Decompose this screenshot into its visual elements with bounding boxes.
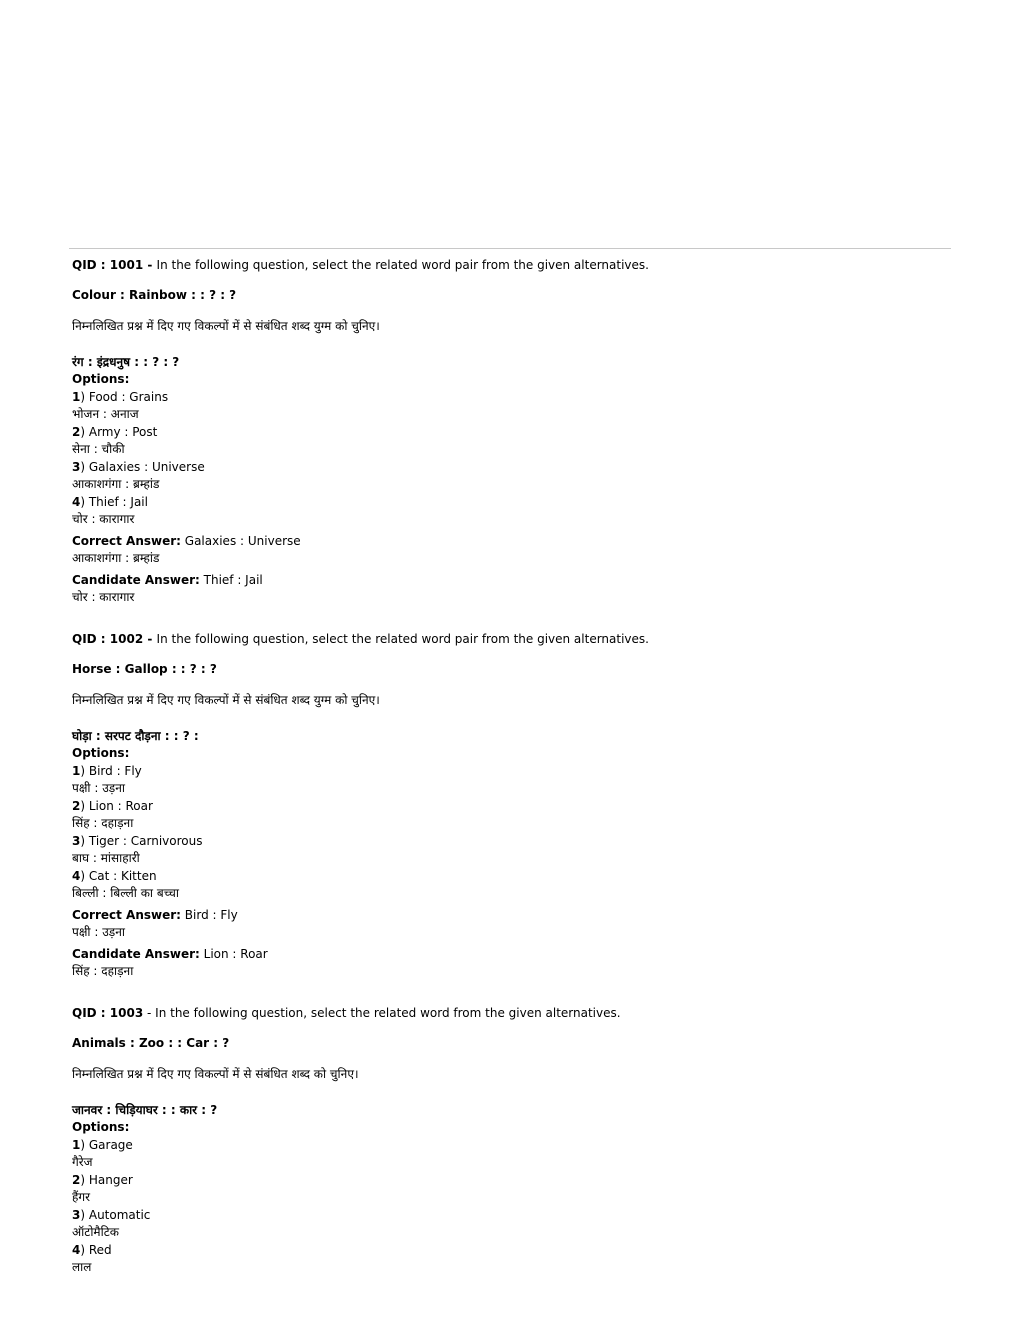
candidate-answer-value: Lion : Roar bbox=[199, 946, 268, 961]
option-en bbox=[72, 1137, 942, 1155]
question-header bbox=[72, 631, 942, 649]
option-number: 2 bbox=[72, 798, 81, 813]
question-prompt-hi: जानवर : चिड़ियाघर : : कार : ? bbox=[72, 1102, 218, 1117]
option-hi: सेना : चौकी bbox=[72, 442, 125, 456]
correct-answer-hi: पक्षी : उड़ना bbox=[72, 925, 125, 939]
option-text: ) Cat : Kitten bbox=[80, 868, 157, 883]
question-prompt-en: Horse : Gallop : : ? : ? bbox=[72, 661, 217, 676]
option-number: 1 bbox=[72, 389, 81, 404]
correct-answer-label: Correct Answer: bbox=[72, 907, 181, 922]
option-text: ) Food : Grains bbox=[80, 389, 169, 404]
question-prompt-hi: घोड़ा : सरपट दौड़ना : : ? : bbox=[72, 728, 199, 743]
options-list bbox=[72, 1137, 942, 1277]
option-en bbox=[72, 798, 942, 816]
option-en bbox=[72, 1207, 942, 1225]
option-text: ) Tiger : Carnivorous bbox=[80, 833, 203, 848]
option-en bbox=[72, 494, 942, 512]
option-hi: लाल bbox=[72, 1260, 92, 1274]
option-number: 2 bbox=[72, 1172, 81, 1187]
options-label: Options: bbox=[72, 372, 130, 386]
question-text-hi: निम्नलिखित प्रश्न में दिए गए विकल्पों में से संबंधित शब्द युग्म को चुनिए। bbox=[72, 693, 380, 707]
option-number: 4 bbox=[72, 868, 81, 883]
option-hi: भोजन : अनाज bbox=[72, 407, 139, 421]
question-text: In the following question, select the related word from the given alternatives. bbox=[155, 1006, 621, 1020]
correct-answer-hi: आकाशगंगा : ब्रम्हांड bbox=[72, 551, 160, 565]
option-number: 1 bbox=[72, 763, 81, 778]
question-text-hi: निम्नलिखित प्रश्न में दिए गए विकल्पों में से संबंधित शब्द युग्म को चुनिए। bbox=[72, 319, 380, 333]
option-number: 4 bbox=[72, 1242, 81, 1257]
option-en bbox=[72, 389, 942, 407]
candidate-answer-label: Candidate Answer: bbox=[72, 572, 200, 587]
option-hi: चोर : कारागार bbox=[72, 512, 135, 526]
candidate-answer-hi: चोर : कारागार bbox=[72, 590, 135, 604]
correct-answer-value: Bird : Fly bbox=[180, 907, 238, 922]
option-hi: पक्षी : उड़ना bbox=[72, 781, 125, 795]
question-block-1002 bbox=[72, 631, 942, 981]
option-number: 3 bbox=[72, 833, 81, 848]
qid-separator: - bbox=[143, 258, 157, 272]
correct-answer-value: Galaxies : Universe bbox=[180, 533, 301, 548]
option-hi: ऑटोमैटिक bbox=[72, 1225, 119, 1239]
question-text: In the following question, select the related word pair from the given alternatives. bbox=[156, 632, 649, 646]
question-text-hi: निम्नलिखित प्रश्न में दिए गए विकल्पों में से संबंधित शब्द को चुनिए। bbox=[72, 1067, 359, 1081]
option-text: ) Hanger bbox=[80, 1172, 133, 1187]
qid-label: QID : 1001 bbox=[72, 258, 144, 272]
options-list bbox=[72, 763, 942, 903]
candidate-answer bbox=[72, 572, 942, 590]
options-list bbox=[72, 389, 942, 529]
candidate-answer-hi: सिंह : दहाड़ना bbox=[72, 964, 134, 978]
question-prompt-en: Animals : Zoo : : Car : ? bbox=[72, 1035, 230, 1050]
correct-answer-label: Correct Answer: bbox=[72, 533, 181, 548]
option-hi: आकाशगंगा : ब्रम्हांड bbox=[72, 477, 160, 491]
option-en bbox=[72, 1172, 942, 1190]
option-text: ) Bird : Fly bbox=[80, 763, 142, 778]
option-en bbox=[72, 868, 942, 886]
option-text: ) Thief : Jail bbox=[80, 494, 148, 509]
option-en bbox=[72, 763, 942, 781]
question-header bbox=[72, 1005, 942, 1023]
options-label: Options: bbox=[72, 746, 130, 760]
qid-separator: - bbox=[143, 1006, 156, 1020]
option-en bbox=[72, 459, 942, 477]
correct-answer bbox=[72, 533, 942, 551]
option-number: 3 bbox=[72, 459, 81, 474]
option-text: ) Automatic bbox=[80, 1207, 151, 1222]
option-text: ) Lion : Roar bbox=[80, 798, 153, 813]
option-text: ) Galaxies : Universe bbox=[80, 459, 205, 474]
option-text: ) Garage bbox=[80, 1137, 133, 1152]
option-text: ) Red bbox=[80, 1242, 112, 1257]
option-hi: बिल्ली : बिल्ली का बच्चा bbox=[72, 886, 179, 900]
candidate-answer bbox=[72, 946, 942, 964]
option-en bbox=[72, 424, 942, 442]
question-prompt-hi: रंग : इंद्रधनुष : : ? : ? bbox=[72, 354, 180, 369]
option-text: ) Army : Post bbox=[80, 424, 158, 439]
candidate-answer-value: Thief : Jail bbox=[199, 572, 263, 587]
option-hi: सिंह : दहाड़ना bbox=[72, 816, 134, 830]
qid-label: QID : 1003 bbox=[72, 1006, 144, 1020]
option-en bbox=[72, 833, 942, 851]
top-divider bbox=[69, 248, 951, 249]
option-hi: बाघ : मांसाहारी bbox=[72, 851, 140, 865]
option-number: 4 bbox=[72, 494, 81, 509]
question-text: In the following question, select the related word pair from the given alternatives. bbox=[156, 258, 649, 272]
candidate-answer-label: Candidate Answer: bbox=[72, 946, 200, 961]
question-prompt-en: Colour : Rainbow : : ? : ? bbox=[72, 287, 237, 302]
option-number: 2 bbox=[72, 424, 81, 439]
option-en bbox=[72, 1242, 942, 1260]
option-number: 3 bbox=[72, 1207, 81, 1222]
qid-label: QID : 1002 bbox=[72, 632, 144, 646]
options-label: Options: bbox=[72, 1120, 130, 1134]
option-hi: गैरेज bbox=[72, 1155, 93, 1169]
correct-answer bbox=[72, 907, 942, 925]
option-hi: हैंगर bbox=[72, 1190, 91, 1204]
question-block-1003 bbox=[72, 1005, 942, 1277]
option-number: 1 bbox=[72, 1137, 81, 1152]
qid-separator: - bbox=[143, 632, 157, 646]
question-header bbox=[72, 257, 942, 275]
question-block-1001 bbox=[72, 257, 942, 607]
